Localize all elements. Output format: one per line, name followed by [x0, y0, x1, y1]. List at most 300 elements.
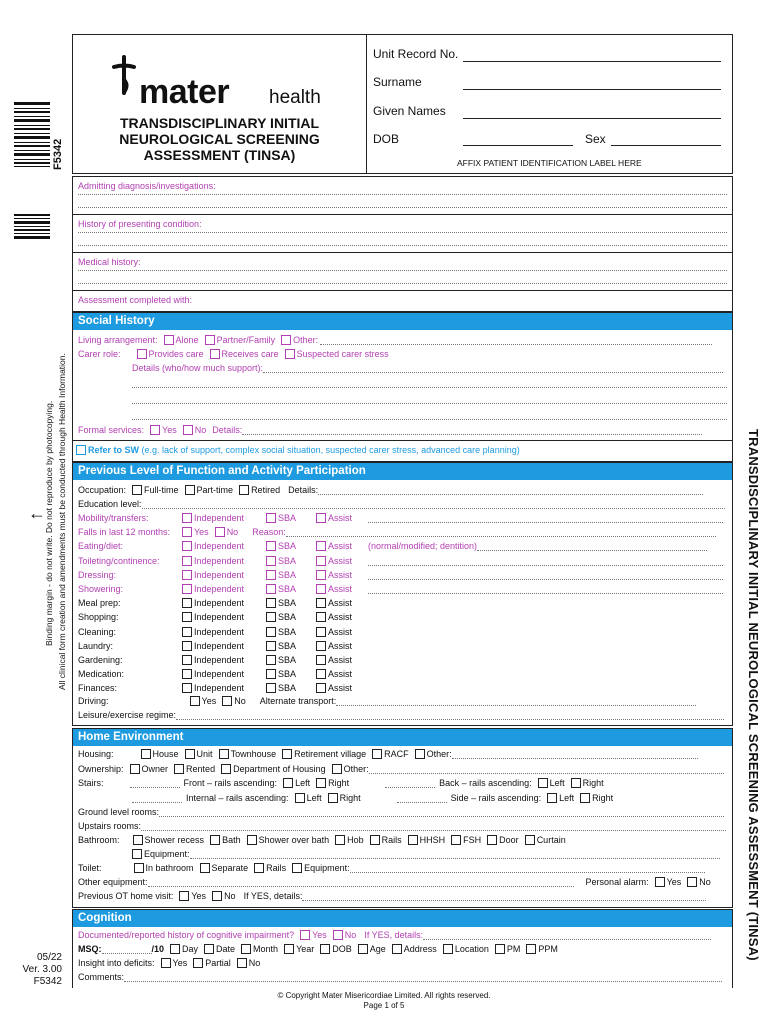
- formal-yes-checkbox[interactable]: [150, 425, 160, 435]
- ot-details-field[interactable]: [302, 892, 706, 901]
- history-line-2: [78, 245, 727, 246]
- living-other-label: Other:: [293, 335, 319, 345]
- racf-checkbox[interactable]: [372, 749, 382, 759]
- other-equipment-field[interactable]: [148, 878, 574, 887]
- refer-sw-row: [74, 445, 520, 455]
- bathroom-label: Bathroom:: [78, 835, 120, 845]
- prev-ot-row: [78, 891, 706, 901]
- owner-checkbox[interactable]: [130, 764, 140, 774]
- townhouse-label: Townhouse: [230, 749, 277, 759]
- adl-notes-field[interactable]: [368, 585, 723, 594]
- occupation-label: Occupation:: [78, 485, 127, 495]
- shower-over-checkbox[interactable]: [247, 835, 257, 845]
- driving-row: [78, 696, 696, 706]
- independent-checkbox[interactable]: [182, 655, 192, 665]
- msq-score-field[interactable]: [102, 945, 152, 954]
- ot-yes-checkbox[interactable]: [179, 891, 189, 901]
- msq-age-checkbox[interactable]: [358, 944, 368, 954]
- leisure-label: Leisure/exercise regime:: [78, 710, 177, 720]
- sba-label: SBA: [278, 569, 297, 580]
- ot-no-checkbox[interactable]: [212, 891, 222, 901]
- msq-day-checkbox[interactable]: [170, 944, 180, 954]
- function-title: Previous Level of Function and Activity Participation: [73, 463, 732, 480]
- formal-services-label: Formal services:: [78, 425, 145, 435]
- independent-checkbox[interactable]: [182, 584, 192, 594]
- sba-checkbox[interactable]: [266, 683, 276, 693]
- retired-checkbox[interactable]: [239, 485, 249, 495]
- mater-cross-logo-icon: [111, 55, 137, 95]
- bath-equipment-field[interactable]: [190, 850, 720, 859]
- carer-role-label: Carer role:: [78, 349, 121, 359]
- back-right-checkbox[interactable]: [571, 778, 581, 788]
- front-right-checkbox[interactable]: [316, 778, 326, 788]
- internal-stairs-field[interactable]: [132, 794, 182, 803]
- insight-partial-checkbox[interactable]: [193, 958, 203, 968]
- fsh-label: FSH: [463, 835, 482, 845]
- social-history-section: [72, 312, 733, 462]
- back-left-label: Left: [549, 778, 565, 788]
- binding-margin-text: Binding margin - do not write. Do not reproduce by photocopying.: [44, 400, 54, 646]
- independent-label: Independent: [194, 513, 245, 523]
- sba-checkbox[interactable]: [266, 655, 276, 665]
- formal-no-label: No: [194, 425, 207, 435]
- internal-rails-label: Internal – rails ascending:: [186, 793, 289, 803]
- carer-details-row: [132, 363, 723, 373]
- back-left-checkbox[interactable]: [538, 778, 548, 788]
- shower-recess-label: Shower recess: [144, 835, 205, 845]
- ot-yes-label: Yes: [191, 891, 207, 901]
- fulltime-label: Full-time: [144, 485, 179, 495]
- function-section: [72, 462, 733, 726]
- retirement-label: Retirement village: [294, 749, 367, 759]
- msq-year-label: Year: [296, 944, 315, 954]
- cognition-title: Cognition: [73, 910, 732, 927]
- housing-label: Housing:: [78, 749, 114, 759]
- side-right-label: Right: [592, 793, 614, 803]
- comments-field[interactable]: [124, 973, 722, 982]
- assist-checkbox[interactable]: [316, 541, 326, 551]
- occupation-details-field[interactable]: [318, 486, 703, 495]
- insight-no-checkbox[interactable]: [237, 958, 247, 968]
- house-checkbox[interactable]: [141, 749, 151, 759]
- msq-dob-label: DOB: [332, 944, 352, 954]
- front-left-checkbox[interactable]: [283, 778, 293, 788]
- assist-checkbox[interactable]: [316, 655, 326, 665]
- assist-checkbox[interactable]: [316, 570, 326, 580]
- msq-day-label: Day: [182, 944, 199, 954]
- dob-field[interactable]: [463, 145, 573, 146]
- history-presenting-label: History of presenting condition:: [78, 219, 202, 229]
- sba-label: SBA: [278, 541, 297, 552]
- education-row: [78, 499, 725, 509]
- msq-location-checkbox[interactable]: [443, 944, 453, 954]
- assist-checkbox[interactable]: [316, 584, 326, 594]
- internal-right-checkbox[interactable]: [328, 793, 338, 803]
- sba-label: SBA: [278, 513, 297, 523]
- adl-label: Mobility/transfers:: [78, 513, 149, 523]
- sba-label: SBA: [278, 655, 297, 665]
- adl-notes-field[interactable]: [368, 571, 723, 580]
- independent-checkbox[interactable]: [182, 556, 192, 566]
- ground-label: Ground level rooms:: [78, 807, 160, 817]
- rented-label: Rented: [186, 764, 216, 774]
- formal-details-field[interactable]: [242, 426, 702, 435]
- surname-label: Surname: [373, 75, 422, 89]
- upstairs-field[interactable]: [141, 822, 726, 831]
- assist-label: Assist: [328, 612, 353, 623]
- leisure-field[interactable]: [176, 711, 724, 720]
- in-bathroom-checkbox[interactable]: [134, 863, 144, 873]
- sba-label: SBA: [278, 626, 297, 637]
- independent-label: Independent: [194, 569, 245, 580]
- sba-label: SBA: [278, 640, 297, 651]
- assist-label: Assist: [328, 640, 353, 651]
- medical-history-block: [72, 252, 733, 291]
- independent-label: Independent: [194, 655, 245, 665]
- living-row: [78, 335, 712, 345]
- alarm-no-checkbox[interactable]: [687, 877, 697, 887]
- assist-checkbox[interactable]: [316, 641, 326, 651]
- version-code: F5342: [33, 976, 62, 987]
- independent-label: Independent: [194, 640, 245, 651]
- independent-label: Independent: [194, 626, 245, 637]
- toilet-rails-checkbox[interactable]: [254, 863, 264, 873]
- assist-label: Assist: [328, 683, 353, 694]
- insight-label: Insight into deficits:: [78, 958, 155, 968]
- adl-notes-field[interactable]: [368, 514, 723, 523]
- education-field[interactable]: [142, 500, 725, 509]
- alarm-no-label: No: [699, 877, 711, 887]
- living-other-field[interactable]: [320, 336, 712, 345]
- suspected-checkbox[interactable]: [285, 349, 295, 359]
- msq-age-label: Age: [369, 944, 386, 954]
- falls-no-label: No: [226, 527, 239, 538]
- adl-label: Finances:: [78, 683, 118, 694]
- insight-yes-checkbox[interactable]: [161, 958, 171, 968]
- unit-record-field[interactable]: [463, 61, 721, 62]
- hob-checkbox[interactable]: [335, 835, 345, 845]
- shower-recess-checkbox[interactable]: [133, 835, 143, 845]
- adl-label: Laundry:: [78, 640, 114, 651]
- history-presenting-field[interactable]: [78, 232, 727, 233]
- refer-sw-label: Refer to SW: [88, 445, 140, 455]
- home-environment-section: [72, 728, 733, 908]
- cog-no-checkbox[interactable]: [333, 930, 343, 940]
- ot-if-yes-label: If YES, details:: [243, 891, 303, 901]
- ground-field[interactable]: [159, 808, 724, 817]
- ownership-other-field[interactable]: [369, 765, 724, 774]
- msq-pm-checkbox[interactable]: [495, 944, 505, 954]
- refer-sw-checkbox[interactable]: [76, 445, 86, 455]
- in-bathroom-label: In bathroom: [145, 863, 194, 873]
- side-rails-label: Side – rails ascending:: [450, 793, 542, 803]
- upstairs-row: [78, 821, 726, 831]
- independent-checkbox[interactable]: [182, 669, 192, 679]
- toilet-equipment-label: Equipment:: [304, 863, 350, 873]
- driving-label: Driving:: [78, 696, 109, 706]
- sba-label: SBA: [278, 669, 297, 680]
- ot-no-label: No: [224, 891, 236, 901]
- alt-transport-field[interactable]: [336, 697, 696, 706]
- stairs-internal-row: [78, 793, 613, 803]
- housing-other-field[interactable]: [452, 750, 698, 759]
- leisure-row: [78, 710, 724, 720]
- retired-label: Retired: [251, 485, 281, 495]
- given-names-field[interactable]: [463, 118, 721, 119]
- adl-row: [78, 612, 358, 622]
- assist-checkbox[interactable]: [316, 612, 326, 622]
- sex-label: Sex: [585, 132, 606, 146]
- copyright: © Copyright Mater Misericordiae Limited. All rights reserved.: [277, 991, 491, 1000]
- suspected-label: Suspected carer stress: [296, 349, 389, 359]
- assist-label: Assist: [328, 655, 353, 665]
- independent-label: Independent: [194, 669, 245, 680]
- formal-no-checkbox[interactable]: [183, 425, 193, 435]
- assessment-with-block: [72, 290, 733, 312]
- fulltime-checkbox[interactable]: [132, 485, 142, 495]
- provides-checkbox[interactable]: [137, 349, 147, 359]
- admitting-field[interactable]: [78, 194, 727, 195]
- insight-partial-label: Partial: [205, 958, 231, 968]
- msq-pm-label: PM: [506, 944, 521, 954]
- partner-label: Partner/Family: [216, 335, 276, 345]
- house-label: House: [152, 749, 179, 759]
- occupation-details-label: Details:: [288, 485, 319, 495]
- sex-field[interactable]: [611, 145, 721, 146]
- independent-checkbox[interactable]: [182, 683, 192, 693]
- independent-label: Independent: [194, 555, 245, 566]
- side-left-label: Left: [559, 793, 575, 803]
- carer-line-2: [132, 387, 727, 388]
- unit-checkbox[interactable]: [185, 749, 195, 759]
- home-environment-title: Home Environment: [73, 729, 732, 746]
- independent-label: Independent: [194, 612, 245, 623]
- fsh-checkbox[interactable]: [451, 835, 461, 845]
- adl-label: Eating/diet:: [78, 541, 124, 552]
- receives-checkbox[interactable]: [210, 349, 220, 359]
- receives-label: Receives care: [221, 349, 279, 359]
- sba-checkbox[interactable]: [266, 513, 276, 523]
- sba-label: SBA: [278, 584, 297, 594]
- sba-label: SBA: [278, 555, 297, 566]
- sba-checkbox[interactable]: [266, 627, 276, 637]
- dept-housing-checkbox[interactable]: [221, 764, 231, 774]
- msq-address-checkbox[interactable]: [392, 944, 402, 954]
- adl-row: [78, 513, 723, 523]
- sba-checkbox[interactable]: [266, 641, 276, 651]
- other-equipment-label: Other equipment:: [78, 877, 148, 887]
- alarm-yes-checkbox[interactable]: [655, 877, 665, 887]
- independent-checkbox[interactable]: [182, 641, 192, 651]
- back-right-label: Right: [582, 778, 604, 788]
- barcode-form-code: F5342: [52, 138, 64, 170]
- bath-rails-checkbox[interactable]: [370, 835, 380, 845]
- formal-services-row: [78, 425, 702, 435]
- cog-yes-label: Yes: [312, 930, 327, 940]
- assessment-with-label: Assessment completed with:: [78, 295, 193, 305]
- cog-yes-checkbox[interactable]: [300, 930, 310, 940]
- cognition-section: [72, 909, 733, 988]
- bath-equipment-row: [78, 849, 720, 859]
- internal-right-label: Right: [339, 793, 361, 803]
- independent-label: Independent: [194, 683, 245, 694]
- assist-checkbox[interactable]: [316, 669, 326, 679]
- form-header: [72, 34, 733, 174]
- ground-row: [78, 807, 724, 817]
- adl-label: Cleaning:: [78, 626, 117, 637]
- msq-year-checkbox[interactable]: [284, 944, 294, 954]
- hob-label: Hob: [347, 835, 364, 845]
- hhsh-label: HHSH: [419, 835, 446, 845]
- bath-checkbox[interactable]: [210, 835, 220, 845]
- adl-notes-field[interactable]: [368, 557, 723, 566]
- prev-ot-label: Previous OT home visit:: [78, 891, 174, 901]
- housing-other-checkbox[interactable]: [415, 749, 425, 759]
- sba-checkbox[interactable]: [266, 612, 276, 622]
- toilet-equipment-checkbox[interactable]: [292, 863, 302, 873]
- sba-checkbox[interactable]: [266, 570, 276, 580]
- msq-date-checkbox[interactable]: [204, 944, 214, 954]
- independent-checkbox[interactable]: [182, 570, 192, 580]
- clinical-form-text: All clinical form creation and amendments must be conducted through Health Information.: [57, 353, 67, 690]
- ownership-label: Ownership:: [78, 764, 124, 774]
- separate-label: Separate: [211, 863, 249, 873]
- hhsh-checkbox[interactable]: [408, 835, 418, 845]
- independent-checkbox[interactable]: [182, 541, 192, 551]
- logo-area: [73, 35, 367, 173]
- adl-row: [78, 655, 358, 665]
- surname-field[interactable]: [463, 89, 721, 90]
- alone-checkbox[interactable]: [164, 335, 174, 345]
- independent-checkbox[interactable]: [182, 598, 192, 608]
- adl-row: [78, 556, 723, 566]
- housing-row: [78, 749, 698, 759]
- assist-label: Assist: [328, 669, 353, 680]
- assist-checkbox[interactable]: [316, 513, 326, 523]
- curtain-checkbox[interactable]: [525, 835, 535, 845]
- bath-equipment-checkbox[interactable]: [132, 849, 142, 859]
- partner-checkbox[interactable]: [205, 335, 215, 345]
- side-right-checkbox[interactable]: [580, 793, 590, 803]
- parttime-checkbox[interactable]: [185, 485, 195, 495]
- formal-yes-label: Yes: [162, 425, 177, 435]
- msq-ppm-checkbox[interactable]: [526, 944, 536, 954]
- assist-checkbox[interactable]: [316, 598, 326, 608]
- msq-month-checkbox[interactable]: [241, 944, 251, 954]
- medical-history-field[interactable]: [78, 270, 727, 271]
- assist-checkbox[interactable]: [316, 683, 326, 693]
- toilet-row: [78, 863, 705, 873]
- cog-if-yes-label: If YES, details:: [364, 930, 424, 940]
- back-rails-label: Back – rails ascending:: [439, 778, 532, 788]
- independent-checkbox[interactable]: [182, 513, 192, 523]
- carer-details-field[interactable]: [263, 364, 723, 373]
- sba-label: SBA: [278, 683, 297, 694]
- assist-label: Assist: [328, 513, 353, 523]
- sba-checkbox[interactable]: [266, 669, 276, 679]
- formal-details-label: Details:: [212, 425, 243, 435]
- assist-checkbox[interactable]: [316, 556, 326, 566]
- independent-checkbox[interactable]: [182, 627, 192, 637]
- driving-yes-checkbox[interactable]: [190, 696, 200, 706]
- sba-checkbox[interactable]: [266, 598, 276, 608]
- comments-row: [78, 972, 722, 982]
- toilet-equipment-field[interactable]: [350, 864, 705, 873]
- personal-alarm-label: Personal alarm:: [585, 877, 649, 887]
- sba-checkbox[interactable]: [266, 584, 276, 594]
- side-left-checkbox[interactable]: [547, 793, 557, 803]
- back-stairs-field[interactable]: [385, 779, 435, 788]
- eating-note: (normal/modified; dentition): [368, 541, 478, 552]
- living-label: Living arrangement:: [78, 335, 158, 345]
- medical-line-2: [78, 283, 727, 284]
- adl-label: Falls in last 12 months:: [78, 527, 171, 538]
- internal-left-checkbox[interactable]: [295, 793, 305, 803]
- stairs-label: Stairs:: [78, 778, 104, 788]
- version-number: Ver. 3.00: [22, 964, 62, 975]
- side-stairs-field[interactable]: [397, 794, 447, 803]
- bathroom-row: [78, 835, 566, 845]
- occupation-row: [78, 485, 703, 495]
- front-left-label: Left: [295, 778, 311, 788]
- sba-label: SBA: [278, 612, 297, 623]
- living-other-checkbox[interactable]: [281, 335, 291, 345]
- upstairs-label: Upstairs rooms:: [78, 821, 142, 831]
- msq-date-label: Date: [216, 944, 236, 954]
- falls-no-checkbox[interactable]: [215, 527, 225, 537]
- door-label: Door: [499, 835, 519, 845]
- refer-sw-detail: (e.g. lack of support, complex social situation, suspected carer stress, advanced care planning): [139, 445, 520, 455]
- adl-notes-field[interactable]: [477, 542, 707, 551]
- affix-label-text: AFFIX PATIENT IDENTIFICATION LABEL HERE: [457, 158, 642, 168]
- front-rails-label: Front – rails ascending:: [183, 778, 278, 788]
- msq-location-label: Location: [454, 944, 489, 954]
- cog-details-field[interactable]: [423, 931, 711, 940]
- townhouse-checkbox[interactable]: [219, 749, 229, 759]
- msq-dob-checkbox[interactable]: [320, 944, 330, 954]
- adl-row: [78, 541, 707, 551]
- falls-reason-label: Reason:: [252, 527, 286, 538]
- carer-row: [78, 349, 389, 359]
- carer-details-label: Details (who/how much support):: [132, 363, 264, 373]
- separate-checkbox[interactable]: [200, 863, 210, 873]
- sba-checkbox[interactable]: [266, 556, 276, 566]
- independent-label: Independent: [194, 584, 245, 594]
- adl-label: Medication:: [78, 669, 125, 680]
- adl-row: [78, 527, 716, 537]
- brand-sub: health: [269, 87, 321, 108]
- door-checkbox[interactable]: [487, 835, 497, 845]
- falls-reason-field[interactable]: [286, 528, 716, 537]
- falls-yes-checkbox[interactable]: [182, 527, 192, 537]
- msq-month-label: Month: [253, 944, 279, 954]
- ownership-row: [78, 764, 724, 774]
- assist-label: Assist: [328, 555, 353, 566]
- sba-checkbox[interactable]: [266, 541, 276, 551]
- retirement-checkbox[interactable]: [282, 749, 292, 759]
- adl-row: [78, 584, 723, 594]
- front-stairs-field[interactable]: [130, 779, 180, 788]
- independent-checkbox[interactable]: [182, 612, 192, 622]
- ownership-other-checkbox[interactable]: [332, 764, 342, 774]
- adl-row: [78, 598, 358, 608]
- admitting-label: Admitting diagnosis/investigations:: [78, 181, 216, 191]
- assist-checkbox[interactable]: [316, 627, 326, 637]
- driving-no-checkbox[interactable]: [222, 696, 232, 706]
- rented-checkbox[interactable]: [174, 764, 184, 774]
- dept-housing-label: Department of Housing: [233, 764, 326, 774]
- adl-label: Toileting/continence:: [78, 555, 160, 566]
